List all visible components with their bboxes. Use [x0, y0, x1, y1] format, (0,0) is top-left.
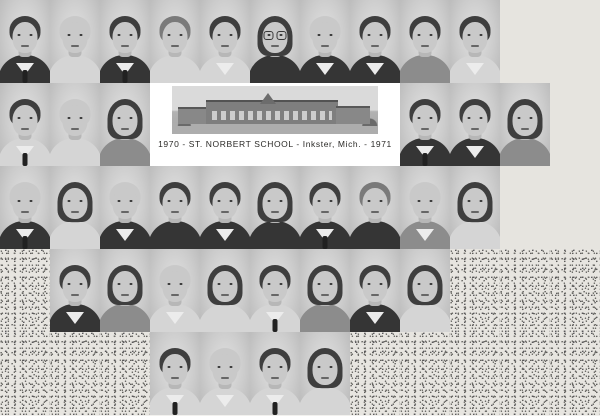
filler-texture-cell: [450, 332, 500, 415]
portrait-backdrop: [0, 83, 50, 166]
portrait-backdrop: [450, 166, 500, 249]
face: [13, 22, 38, 53]
portrait-backdrop: [100, 0, 150, 83]
face: [463, 105, 488, 136]
face: [163, 354, 188, 385]
school-building-photo: [172, 86, 378, 134]
face: [413, 188, 438, 219]
student-portrait: [300, 0, 350, 83]
blank-cell: [500, 166, 550, 249]
face: [413, 105, 438, 136]
face: [263, 271, 288, 302]
student-portrait: [250, 166, 300, 249]
mouth: [421, 45, 429, 47]
mouth: [71, 128, 79, 130]
shoulders: [300, 304, 350, 332]
student-portrait: [0, 0, 50, 83]
shoulders: [100, 304, 150, 332]
eyes: [418, 283, 433, 285]
mouth: [71, 45, 79, 47]
mouth: [271, 211, 279, 213]
eyes: [68, 200, 83, 202]
face: [113, 105, 138, 136]
eyes: [368, 283, 383, 285]
filler-texture-cell: [0, 249, 50, 332]
portrait-backdrop: [100, 83, 150, 166]
student-portrait: [400, 83, 450, 166]
filler-texture-cell: [550, 249, 600, 332]
portrait-backdrop: [50, 0, 100, 83]
banner-caption: 1970 - ST. NORBERT SCHOOL - Inkster, Mich. - 1971: [158, 139, 392, 149]
eyes: [468, 34, 483, 36]
face: [213, 354, 238, 385]
face: [313, 22, 338, 53]
shoulders: [50, 138, 100, 166]
portrait-backdrop: [450, 83, 500, 166]
shoulders: [50, 55, 100, 83]
eyes: [418, 200, 433, 202]
student-portrait: [200, 166, 250, 249]
mouth: [171, 377, 179, 379]
mouth: [371, 211, 379, 213]
face: [163, 22, 188, 53]
building-right-wing: [336, 106, 370, 124]
eyes: [418, 34, 433, 36]
student-portrait: [350, 166, 400, 249]
face: [363, 188, 388, 219]
portrait-backdrop: [250, 249, 300, 332]
student-portrait: [450, 0, 500, 83]
eyes: [268, 200, 283, 202]
student-portrait: [300, 166, 350, 249]
face: [463, 22, 488, 53]
student-portrait: [150, 249, 200, 332]
shoulders: [50, 221, 100, 249]
building-left-wing: [178, 107, 208, 124]
student-portrait: [250, 0, 300, 83]
student-portrait: [500, 83, 550, 166]
face: [313, 271, 338, 302]
portrait-backdrop: [150, 166, 200, 249]
mouth: [21, 211, 29, 213]
shoulders: [250, 55, 300, 83]
eyes: [268, 283, 283, 285]
shoulders: [200, 304, 250, 332]
necktie: [423, 153, 428, 166]
blank-cell: [550, 166, 600, 249]
filler-texture-cell: [500, 332, 550, 415]
eyes: [168, 366, 183, 368]
student-portrait: [450, 83, 500, 166]
student-portrait: [50, 83, 100, 166]
portrait-row: [0, 332, 600, 415]
face: [63, 105, 88, 136]
eyes: [268, 366, 283, 368]
shoulders: [400, 55, 450, 83]
portrait-backdrop: [300, 0, 350, 83]
face: [363, 22, 388, 53]
portrait-backdrop: [0, 0, 50, 83]
eyes: [518, 117, 533, 119]
face: [413, 22, 438, 53]
portrait-backdrop: [200, 249, 250, 332]
eyes: [318, 34, 333, 36]
mouth: [121, 294, 129, 296]
eyes: [68, 117, 83, 119]
mouth: [221, 45, 229, 47]
student-portrait: [300, 332, 350, 415]
mouth: [121, 211, 129, 213]
face: [163, 188, 188, 219]
face: [263, 354, 288, 385]
mouth: [271, 377, 279, 379]
filler-texture-cell: [350, 332, 400, 415]
face: [113, 188, 138, 219]
student-portrait: [50, 0, 100, 83]
shoulders: [150, 55, 200, 83]
shoulders: [300, 387, 350, 415]
shoulders: [250, 221, 300, 249]
face: [313, 188, 338, 219]
eyes: [118, 200, 133, 202]
filler-texture-cell: [400, 332, 450, 415]
mouth: [321, 377, 329, 379]
mouth: [371, 45, 379, 47]
necktie: [273, 402, 278, 415]
necktie: [23, 70, 28, 83]
mouth: [121, 128, 129, 130]
eyes: [218, 283, 233, 285]
eyes: [18, 34, 33, 36]
mouth: [171, 211, 179, 213]
blank-cell: [500, 0, 550, 83]
student-portrait: [200, 249, 250, 332]
filler-texture-cell: [450, 249, 500, 332]
face: [213, 188, 238, 219]
mouth: [71, 294, 79, 296]
portrait-backdrop: [500, 83, 550, 166]
portrait-backdrop: [350, 0, 400, 83]
school-banner: [150, 83, 400, 166]
mouth: [271, 45, 279, 47]
face: [263, 188, 288, 219]
mouth: [421, 128, 429, 130]
eyes: [218, 200, 233, 202]
portrait-row: [0, 0, 600, 83]
portrait-backdrop: [250, 0, 300, 83]
eyes: [168, 34, 183, 36]
necktie: [123, 70, 128, 83]
face: [63, 188, 88, 219]
portrait-backdrop: [350, 166, 400, 249]
mouth: [171, 45, 179, 47]
portrait-backdrop: [50, 83, 100, 166]
face: [113, 271, 138, 302]
eyes: [368, 34, 383, 36]
face: [213, 271, 238, 302]
eyes: [318, 366, 333, 368]
face: [13, 188, 38, 219]
portrait-backdrop: [300, 166, 350, 249]
filler-texture-cell: [500, 249, 550, 332]
student-portrait: [250, 332, 300, 415]
portrait-backdrop: [250, 332, 300, 415]
eyes: [118, 34, 133, 36]
mouth: [471, 211, 479, 213]
student-portrait: [200, 332, 250, 415]
shoulders: [100, 138, 150, 166]
mouth: [271, 294, 279, 296]
student-portrait: [400, 0, 450, 83]
eyes: [318, 200, 333, 202]
student-portrait: [100, 0, 150, 83]
necktie: [273, 319, 278, 332]
eyes: [468, 200, 483, 202]
face: [213, 22, 238, 53]
mouth: [21, 128, 29, 130]
mouth: [221, 294, 229, 296]
portrait-backdrop: [50, 166, 100, 249]
student-portrait: [50, 249, 100, 332]
portrait-backdrop: [350, 249, 400, 332]
student-portrait: [300, 249, 350, 332]
eyes: [18, 117, 33, 119]
student-portrait: [200, 0, 250, 83]
portrait-row: [0, 166, 600, 249]
portrait-backdrop: [400, 249, 450, 332]
student-portrait: [400, 249, 450, 332]
portrait-backdrop: [400, 83, 450, 166]
portrait-row: [0, 249, 600, 332]
student-portrait: [0, 83, 50, 166]
shoulders: [400, 304, 450, 332]
eyes: [68, 283, 83, 285]
student-portrait: [0, 166, 50, 249]
mouth: [171, 294, 179, 296]
student-portrait: [450, 166, 500, 249]
mouth: [221, 211, 229, 213]
filler-texture-cell: [50, 332, 100, 415]
portrait-backdrop: [400, 0, 450, 83]
student-portrait: [400, 166, 450, 249]
eyes: [468, 117, 483, 119]
face: [313, 354, 338, 385]
blank-cell: [550, 0, 600, 83]
mouth: [321, 294, 329, 296]
student-portrait: [350, 0, 400, 83]
portrait-backdrop: [50, 249, 100, 332]
portrait-row: [0, 83, 600, 166]
portrait-backdrop: [300, 332, 350, 415]
shoulders: [500, 138, 550, 166]
face: [513, 105, 538, 136]
portrait-backdrop: [150, 249, 200, 332]
blank-cell: [550, 83, 600, 166]
portrait-backdrop: [0, 166, 50, 249]
student-portrait: [100, 166, 150, 249]
eyes: [168, 283, 183, 285]
mouth: [121, 45, 129, 47]
eyeglasses-icon: [264, 31, 287, 39]
face: [63, 22, 88, 53]
student-portrait: [100, 83, 150, 166]
shoulders: [150, 221, 200, 249]
student-portrait: [250, 249, 300, 332]
filler-texture-cell: [100, 332, 150, 415]
necktie: [23, 153, 28, 166]
filler-texture-cell: [550, 332, 600, 415]
mouth: [371, 294, 379, 296]
student-portrait: [100, 249, 150, 332]
portrait-backdrop: [250, 166, 300, 249]
face: [463, 188, 488, 219]
face: [13, 105, 38, 136]
student-portrait: [150, 166, 200, 249]
eyes: [118, 283, 133, 285]
eyes: [418, 117, 433, 119]
portrait-backdrop: [150, 332, 200, 415]
student-portrait: [350, 249, 400, 332]
filler-texture-cell: [0, 332, 50, 415]
eyes: [218, 366, 233, 368]
mouth: [221, 377, 229, 379]
face: [363, 271, 388, 302]
eyes: [18, 200, 33, 202]
mouth: [471, 45, 479, 47]
eyes: [318, 283, 333, 285]
portrait-backdrop: [200, 0, 250, 83]
portrait-backdrop: [300, 249, 350, 332]
eyes: [68, 34, 83, 36]
mouth: [321, 45, 329, 47]
mouth: [321, 211, 329, 213]
student-portrait: [150, 332, 200, 415]
necktie: [323, 236, 328, 249]
eyes: [218, 34, 233, 36]
mouth: [421, 211, 429, 213]
shoulders: [450, 221, 500, 249]
mouth: [521, 128, 529, 130]
face: [113, 22, 138, 53]
portrait-backdrop: [450, 0, 500, 83]
face: [413, 271, 438, 302]
necktie: [23, 236, 28, 249]
mouth: [471, 128, 479, 130]
portrait-backdrop: [200, 166, 250, 249]
face: [163, 271, 188, 302]
portrait-backdrop: [150, 0, 200, 83]
necktie: [173, 402, 178, 415]
student-portrait: [150, 0, 200, 83]
student-portrait: [50, 166, 100, 249]
eyes: [368, 200, 383, 202]
shoulders: [350, 221, 400, 249]
portrait-backdrop: [100, 249, 150, 332]
portrait-backdrop: [100, 166, 150, 249]
mouth: [21, 45, 29, 47]
eyes: [118, 117, 133, 119]
face: [63, 271, 88, 302]
building-windows: [212, 111, 332, 120]
mouth: [71, 211, 79, 213]
eyes: [168, 200, 183, 202]
portrait-backdrop: [200, 332, 250, 415]
mouth: [421, 294, 429, 296]
portrait-backdrop: [400, 166, 450, 249]
